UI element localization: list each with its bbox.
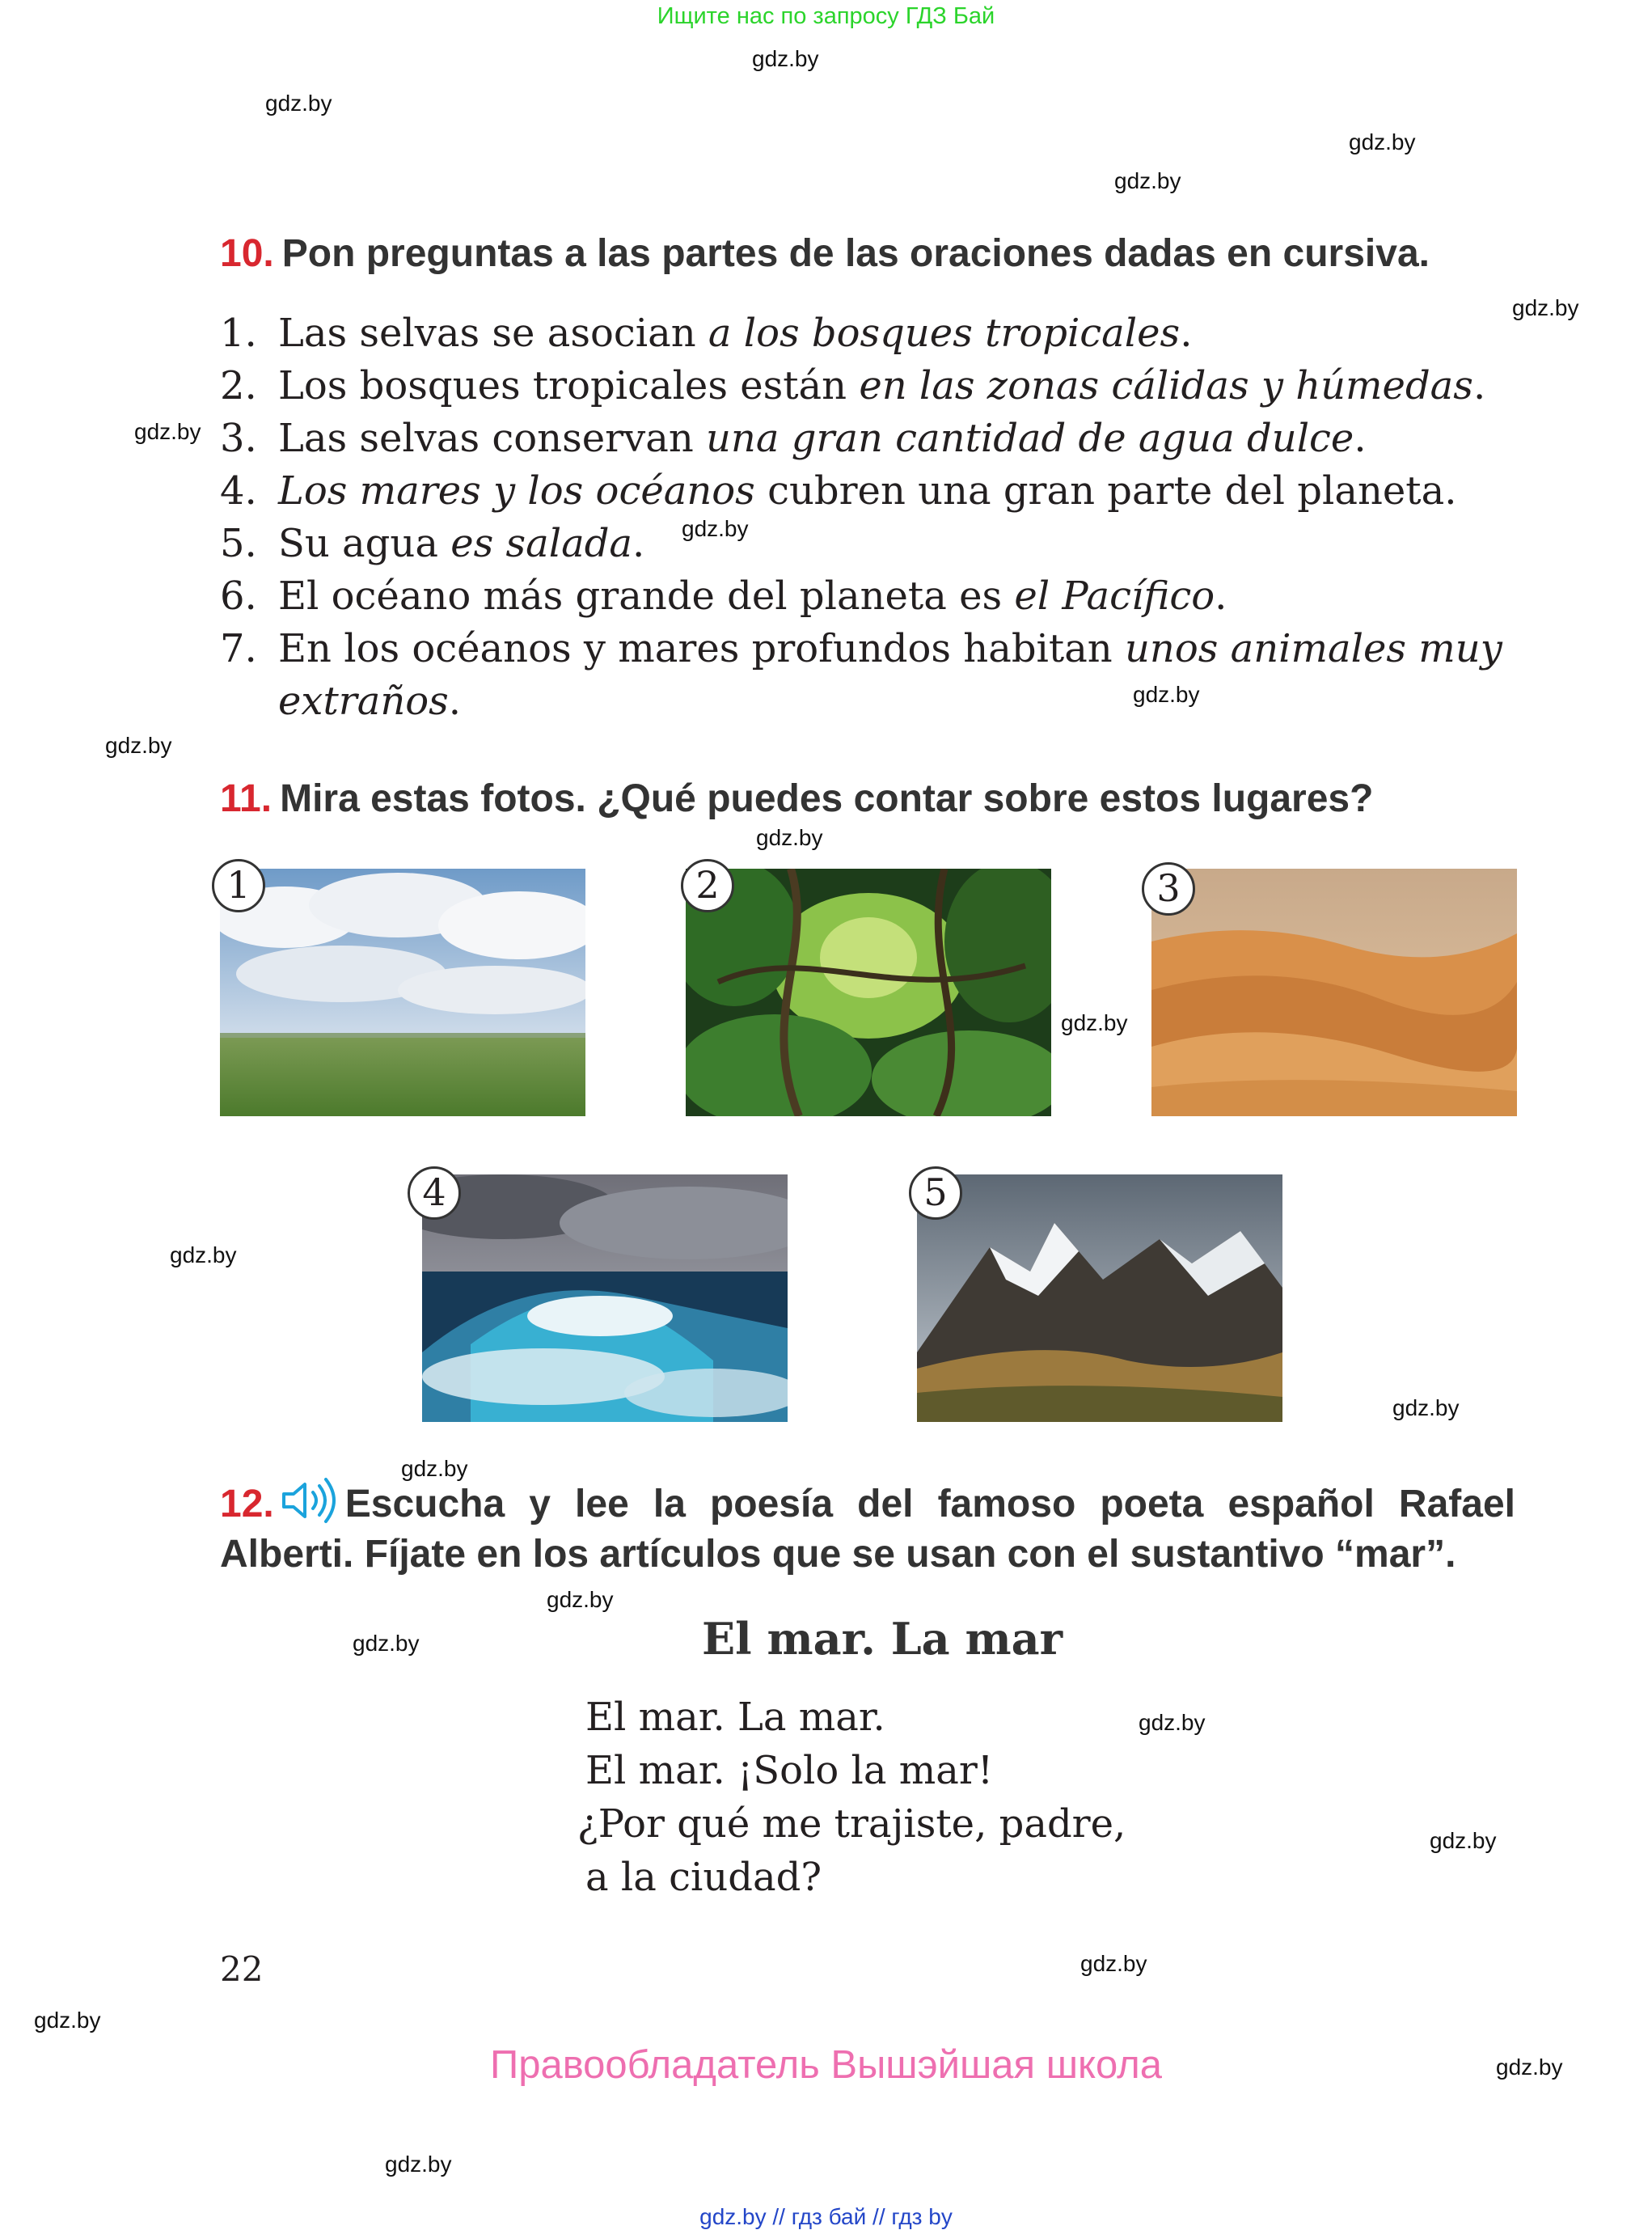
- item-number: 2.: [220, 363, 257, 408]
- grassland-photo: [220, 869, 585, 1116]
- page-number: 22: [220, 1949, 264, 1989]
- watermark: gdz.by: [752, 46, 819, 71]
- speaker-icon[interactable]: [281, 1476, 339, 1525]
- photo-number-badge: 4: [408, 1166, 461, 1220]
- item-text: .: [632, 521, 645, 566]
- exercise-instruction: Pon preguntas a las partes de las oraciones dadas en cursiva.: [281, 232, 1430, 275]
- watermark: gdz.by: [105, 733, 172, 758]
- desert-photo: [1151, 869, 1517, 1116]
- search-banner: Ищите нас по запросу ГДЗ Бай: [657, 3, 995, 29]
- photo-number-badge: 5: [909, 1166, 962, 1220]
- item-number: 6.: [220, 573, 257, 619]
- list-item: [220, 413, 1502, 465]
- poem-line: a la ciudad?: [585, 1855, 822, 1900]
- item-italic: en las zonas cálidas y húmedas: [859, 363, 1473, 408]
- exercise-instruction: Mira estas fotos. ¿Qué puedes contar sobre estos lugares?: [280, 777, 1374, 820]
- watermark: gdz.by: [353, 1631, 420, 1656]
- photo-number-badge: 1: [212, 859, 265, 912]
- item-text: Las selvas se asocian: [278, 311, 708, 356]
- exercise-instruction: Escucha y lee la poesía del famoso poeta español Rafael Alberti. Fíjate en los artículos que se usan con el sustantivo “mar”.: [220, 1483, 1515, 1576]
- item-text: El océano más grande del planeta es: [278, 573, 1015, 619]
- item-italic: una gran cantidad de agua dulce: [705, 416, 1354, 461]
- exercise-number: 11.: [220, 777, 273, 820]
- watermark: gdz.by: [1349, 129, 1416, 154]
- footer-links[interactable]: gdz.by // гдз бай // гдз by: [699, 2204, 953, 2229]
- item-number: 4.: [220, 468, 257, 514]
- sentence-list: [220, 307, 1502, 728]
- jungle-photo: [686, 869, 1051, 1116]
- poem-line: El mar. La mar.: [585, 1695, 885, 1740]
- item-italic: el Pacífico: [1014, 573, 1215, 619]
- list-item: [220, 623, 1502, 675]
- item-text: En los océanos y mares profundos habitan: [278, 626, 1125, 671]
- exercise-number: 12.: [220, 1483, 274, 1525]
- watermark: gdz.by: [1114, 168, 1181, 193]
- item-text: Las selvas conservan: [278, 416, 706, 461]
- photo-number-badge: 2: [681, 859, 734, 912]
- item-number: 5.: [220, 521, 257, 566]
- watermark: gdz.by: [682, 516, 749, 541]
- watermark: gdz.by: [134, 419, 201, 444]
- item-italic: es salada: [450, 521, 633, 566]
- item-text: .: [1180, 311, 1193, 356]
- watermark: gdz.by: [34, 2008, 101, 2033]
- watermark: gdz.by: [1392, 1395, 1460, 1420]
- poem-body: [577, 1690, 1126, 1904]
- exercise-12-heading: [220, 1476, 1515, 1580]
- ocean-wave-photo: [422, 1174, 788, 1422]
- watermark: gdz.by: [547, 1587, 614, 1612]
- item-italic: unos animales muy: [1124, 626, 1502, 671]
- item-text: cubren una gran parte del planeta.: [754, 468, 1457, 514]
- list-item: [220, 518, 1502, 570]
- watermark: gdz.by: [1496, 2054, 1563, 2080]
- mountain-photo: [917, 1174, 1282, 1422]
- item-italic: extraños: [278, 679, 449, 724]
- item-number: 7.: [220, 626, 257, 671]
- watermark: gdz.by: [1061, 1010, 1128, 1035]
- list-item: [220, 360, 1502, 413]
- poem-title: El mar. La mar: [702, 1613, 1063, 1665]
- watermark: gdz.by: [1139, 1710, 1206, 1735]
- item-italic: a los bosques tropicales: [708, 311, 1181, 356]
- photo-number-badge: 3: [1142, 862, 1195, 916]
- list-item-continuation: [220, 675, 1502, 728]
- poem-line: El mar. ¡Solo la mar!: [585, 1748, 994, 1793]
- exercise-number: 10.: [220, 232, 274, 275]
- watermark: gdz.by: [385, 2152, 452, 2177]
- watermark: gdz.by: [1430, 1828, 1497, 1853]
- list-item: [220, 570, 1502, 623]
- watermark: gdz.by: [1133, 682, 1200, 707]
- watermark: gdz.by: [1080, 1951, 1147, 1976]
- item-italic: Los mares y los océanos: [278, 468, 755, 514]
- exercise-10-heading: [220, 231, 1430, 276]
- item-text: .: [1472, 363, 1486, 408]
- item-text: .: [1215, 573, 1227, 619]
- watermark: gdz.by: [170, 1242, 237, 1267]
- watermark: gdz.by: [265, 91, 332, 116]
- list-item: [220, 465, 1502, 518]
- watermark: gdz.by: [1512, 295, 1579, 320]
- item-text: .: [448, 679, 462, 724]
- copyright-notice: Правообладатель Вышэйшая школа: [489, 2043, 1163, 2087]
- item-text: Los bosques tropicales están: [278, 363, 860, 408]
- exercise-11-heading: [220, 776, 1373, 821]
- item-text: .: [1354, 416, 1367, 461]
- list-item: [220, 307, 1502, 360]
- item-number: 1.: [220, 311, 257, 356]
- poem-line: ¿Por qué me trajiste, padre,: [577, 1801, 1126, 1847]
- watermark: gdz.by: [756, 825, 823, 850]
- item-text: Su agua: [278, 521, 451, 566]
- watermark: gdz.by: [401, 1456, 468, 1481]
- item-number: 3.: [220, 416, 257, 461]
